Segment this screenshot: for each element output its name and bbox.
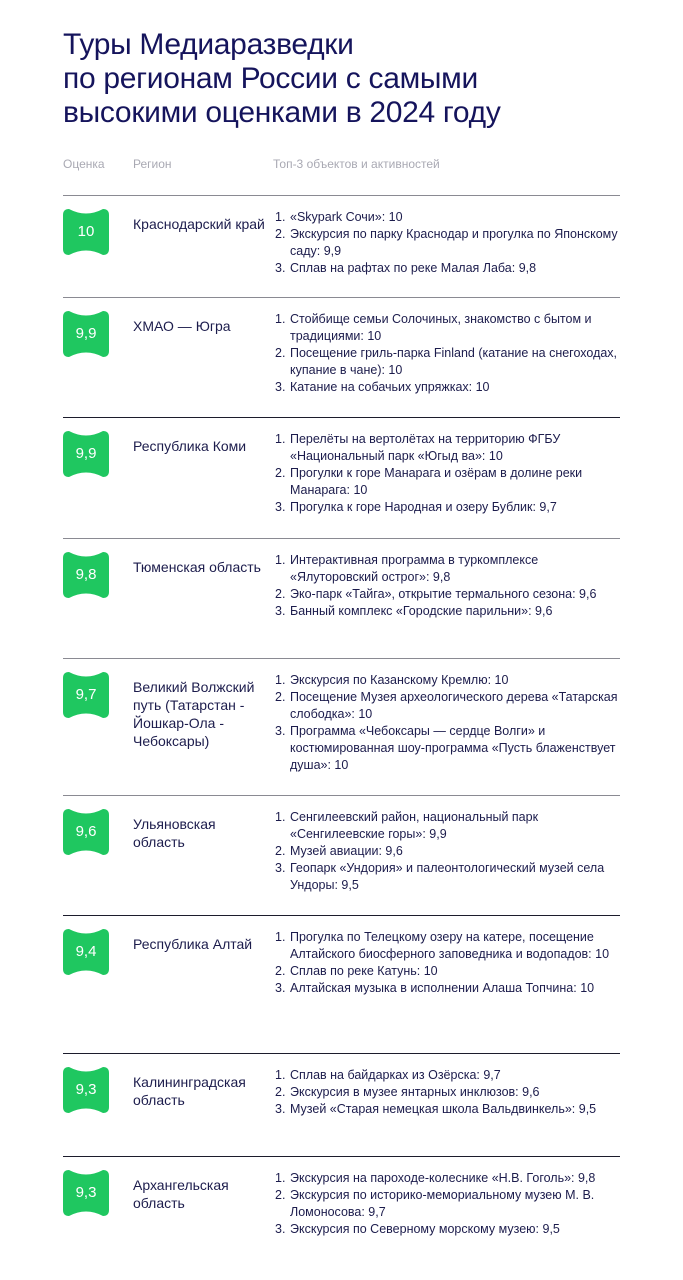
item-text: Интерактивная программа в туркомплексе «Ялуторовский острог»: 9,8: [290, 553, 539, 584]
region-name: Великий Волжский путь (Татарстан - Йошкар-Ола - Чебоксары): [133, 679, 255, 749]
score-badge: [63, 809, 109, 855]
score-value: 9,6: [75, 823, 97, 840]
item-number: 1.: [275, 810, 286, 824]
list-item: [275, 723, 620, 774]
region-name: Тюменская область: [133, 559, 261, 575]
item-number: 3.: [275, 861, 286, 875]
item-number: 1.: [275, 1171, 286, 1185]
table-row: [63, 538, 620, 658]
table-row: [63, 417, 620, 538]
title-line: высокими оценками в 2024 году: [63, 96, 501, 129]
list-item: [275, 963, 620, 980]
list-item: [275, 311, 620, 345]
score-value: 9,3: [75, 1081, 97, 1098]
item-text: Банный комплекс «Городские парильни»: 9,6: [290, 604, 553, 618]
top3-list: [275, 431, 620, 516]
list-item: [275, 431, 620, 465]
item-number: 1.: [275, 210, 286, 224]
item-text: Экскурсия по Казанскому Кремлю: 10: [290, 673, 509, 687]
top3-list: [275, 1067, 620, 1118]
item-number: 3.: [275, 1102, 286, 1116]
region-name: Краснодарский край: [133, 216, 265, 232]
list-item: [275, 1067, 620, 1084]
item-number: 1.: [275, 553, 286, 567]
item-text: «Skypark Сочи»: 10: [290, 210, 403, 224]
table-row: [63, 1156, 620, 1277]
list-item: [275, 226, 620, 260]
item-text: Сплав на рафтах по реке Малая Лаба: 9,8: [290, 261, 537, 275]
item-number: 2.: [275, 587, 286, 601]
item-text: Прогулка к горе Народная и озеру Бублик: 9,7: [290, 500, 557, 514]
score-badge: [63, 431, 109, 477]
item-number: 2.: [275, 690, 286, 704]
title-line: по регионам России с самыми: [63, 62, 478, 95]
item-text: Экскурсия в музее янтарных инклюзов: 9,6: [290, 1085, 540, 1099]
item-text: Эко-парк «Тайга», открытие термального сезона: 9,6: [290, 587, 597, 601]
score-badge: [63, 672, 109, 718]
item-text: Катание на собачьих упряжках: 10: [290, 380, 490, 394]
item-text: Экскурсия по парку Краснодар и прогулка по Японскому саду: 9,9: [290, 227, 618, 258]
top3-list: [275, 209, 620, 277]
list-item: [275, 843, 620, 860]
column-header-score: Оценка: [63, 157, 105, 171]
item-text: Стойбище семьи Солочиных, знакомство с бытом и традициями: 10: [290, 312, 592, 343]
list-item: [275, 1187, 620, 1221]
item-number: 3.: [275, 724, 286, 738]
table-row: [63, 1053, 620, 1156]
item-text: Экскурсия по историко-мемориальному музею М. В. Ломоносова: 9,7: [290, 1188, 595, 1219]
region-name: Калининградская область: [133, 1074, 246, 1108]
list-item: [275, 1221, 620, 1238]
score-value: 9,9: [75, 445, 97, 462]
item-number: 1.: [275, 432, 286, 446]
item-number: 2.: [275, 964, 286, 978]
top3-list: [275, 929, 620, 997]
list-item: [275, 345, 620, 379]
top3-list: [275, 552, 620, 620]
list-item: [275, 379, 620, 396]
item-number: 1.: [275, 312, 286, 326]
item-number: 2.: [275, 466, 286, 480]
item-text: Геопарк «Ундория» и палеонтологический музей села Ундоры: 9,5: [290, 861, 605, 892]
item-number: 1.: [275, 930, 286, 944]
item-number: 2.: [275, 1188, 286, 1202]
item-number: 3.: [275, 500, 286, 514]
top3-list: [275, 311, 620, 396]
item-text: Алтайская музыка в исполнении Алаша Топчина: 10: [290, 981, 595, 995]
table-row: [63, 795, 620, 915]
item-number: 3.: [275, 981, 286, 995]
item-number: 2.: [275, 346, 286, 360]
list-item: [275, 689, 620, 723]
item-number: 1.: [275, 673, 286, 687]
list-item: [275, 552, 620, 586]
table-row: [63, 915, 620, 1053]
item-text: Программа «Чебоксары — сердце Волги» и костюмированная шоу-программа «Пусть блаженствует душа»: 10: [290, 724, 616, 772]
list-item: [275, 603, 620, 620]
title-line: Туры Медиаразведки: [63, 28, 354, 61]
item-text: Экскурсия по Северному морскому музею: 9,5: [290, 1222, 560, 1236]
list-item: [275, 465, 620, 499]
item-text: Музей авиации: 9,6: [290, 844, 403, 858]
item-text: Посещение Музея археологического дерева «Татарская слободка»: 10: [290, 690, 618, 721]
score-badge: [63, 1067, 109, 1113]
item-text: Перелёты на вертолётах на территорию ФГБУ «Национальный парк «Югыд ва»: 10: [290, 432, 561, 463]
item-text: Экскурсия на пароходе-колеснике «Н.В. Гоголь»: 9,8: [290, 1171, 596, 1185]
ratings-table: [63, 195, 620, 1277]
score-badge: [63, 552, 109, 598]
list-item: [275, 1084, 620, 1101]
item-text: Музей «Старая немецкая школа Вальдвинкель»: 9,5: [290, 1102, 597, 1116]
region-name: Ульяновская область: [133, 816, 216, 850]
region-name: Республика Алтай: [133, 936, 253, 952]
page-title: [63, 28, 643, 130]
item-text: Прогулка по Телецкому озеру на катере, посещение Алтайского биосферного заповедника и водопадов: 10: [290, 930, 610, 961]
column-header-top3: Топ-3 объектов и активностей: [273, 157, 440, 171]
item-number: 3.: [275, 1222, 286, 1236]
score-value: 9,7: [75, 686, 97, 703]
list-item: [275, 499, 620, 516]
table-row: [63, 297, 620, 417]
list-item: [275, 672, 620, 689]
score-badge: [63, 929, 109, 975]
region-name: ХМАО — Югра: [133, 318, 231, 334]
list-item: [275, 809, 620, 843]
list-item: [275, 860, 620, 894]
item-number: 3.: [275, 380, 286, 394]
score-badge: [63, 209, 109, 255]
top3-list: [275, 672, 620, 774]
item-text: Прогулки к горе Манарага и озёрам в долине реки Манарага: 10: [290, 466, 583, 497]
item-number: 1.: [275, 1068, 286, 1082]
score-value: 10: [77, 223, 95, 240]
item-text: Сенгилеевский район, национальный парк «Сенгилеевские горы»: 9,9: [290, 810, 539, 841]
item-number: 3.: [275, 604, 286, 618]
list-item: [275, 260, 620, 277]
list-item: [275, 929, 620, 963]
table-row: [63, 658, 620, 795]
list-item: [275, 209, 620, 226]
score-value: 9,4: [75, 943, 97, 960]
top3-list: [275, 809, 620, 894]
item-text: Сплав по реке Катунь: 10: [290, 964, 438, 978]
item-number: 3.: [275, 261, 286, 275]
score-value: 9,9: [75, 325, 97, 342]
score-badge: [63, 1170, 109, 1216]
region-name: Республика Коми: [133, 438, 247, 454]
score-value: 9,8: [75, 566, 97, 583]
table-row: [63, 195, 620, 297]
top3-list: [275, 1170, 620, 1238]
item-number: 2.: [275, 227, 286, 241]
item-number: 2.: [275, 844, 286, 858]
item-text: Посещение гриль-парка Finland (катание на снегоходах, купание в чане): 10: [290, 346, 618, 377]
region-name: Архангельская область: [133, 1177, 229, 1211]
item-number: 2.: [275, 1085, 286, 1099]
list-item: [275, 980, 620, 997]
list-item: [275, 1170, 620, 1187]
item-text: Сплав на байдарках из Озёрска: 9,7: [290, 1068, 501, 1082]
list-item: [275, 1101, 620, 1118]
score-value: 9,3: [75, 1184, 97, 1201]
score-badge: [63, 311, 109, 357]
list-item: [275, 586, 620, 603]
column-header-region: Регион: [133, 157, 172, 171]
